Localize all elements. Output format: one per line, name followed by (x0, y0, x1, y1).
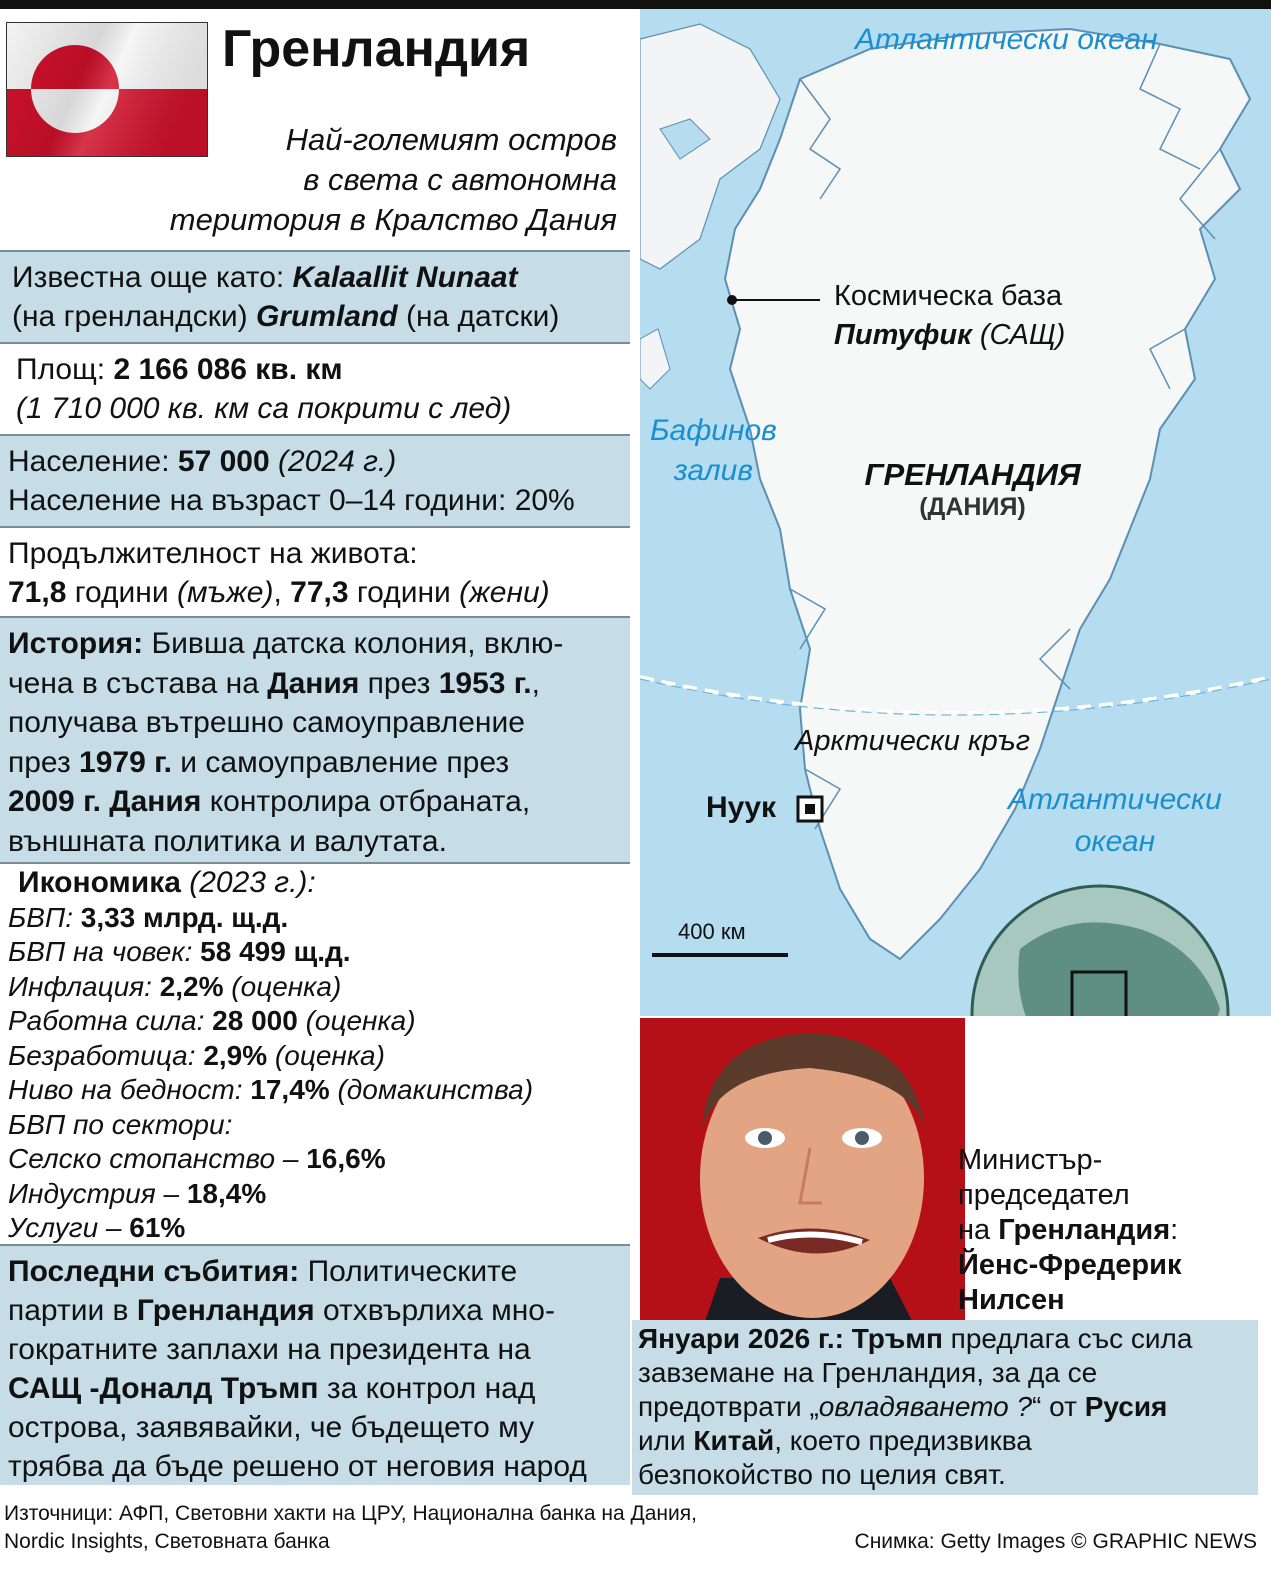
events-bold: Гренландия (136, 1294, 315, 1327)
history-text: и самоуправление през (171, 745, 510, 779)
known-as-panel (0, 252, 630, 342)
pm-country: Гренландия (998, 1214, 1171, 1246)
jan-text: предлага със сила (942, 1323, 1193, 1354)
sources (4, 1500, 697, 1556)
events-text: трябва да бъде решено от неговия народ (8, 1450, 587, 1483)
area-label: Площ: (16, 353, 114, 386)
economy-item (8, 935, 620, 970)
economy-value: 28 000 (212, 1005, 298, 1036)
top-rule (0, 0, 1271, 9)
economy-item (8, 1039, 620, 1074)
events-text: партии в (8, 1294, 137, 1327)
pm-name: Нилсен (958, 1284, 1065, 1316)
events-heading: Последни събития: (8, 1255, 300, 1288)
known-lang: (на гренландски) (12, 300, 256, 333)
ocean-label-top: Атлантически океан (855, 23, 1158, 56)
grumland-name: Grumland (255, 300, 398, 333)
pm-title: на (958, 1214, 999, 1246)
pm-title: председател (958, 1179, 1130, 1211)
area-value: 2 166 086 кв. км (113, 353, 343, 386)
economy-item (8, 1073, 620, 1108)
sector-item (8, 1142, 620, 1177)
events-text: Политическите (299, 1255, 518, 1288)
history-text: външната политика и валутата. (8, 824, 447, 858)
history-bold: 1953 г. (438, 666, 532, 700)
pm-title: Министър- (958, 1144, 1103, 1176)
pm-name: Йенс-Фредерик (958, 1249, 1182, 1281)
history-text: през (359, 666, 439, 700)
economy-value: 3,33 млрд. щ.д. (80, 901, 289, 933)
life-female-note: (жени) (459, 576, 550, 609)
subtitle-line: в света с автономна (303, 162, 617, 197)
kalaallit-name: Kalaallit Nunaat (292, 261, 518, 294)
base-name: Питуфик (834, 319, 972, 351)
economy-note: (оценка) (297, 1005, 416, 1036)
page-title: Гренландия (222, 20, 531, 78)
history-bold: Дания (267, 666, 360, 700)
sector-label: Индустрия – (8, 1177, 187, 1209)
photo-credit: Снимка: Getty Images © GRAPHIC NEWS (854, 1530, 1257, 1553)
economy-panel (0, 864, 630, 1244)
jan-bold: Русия (1084, 1391, 1168, 1422)
pituffik-label (834, 277, 1065, 355)
life-male-note: (мъже) (176, 576, 274, 609)
population-age: Население на възраст 0–14 години: 20% (8, 484, 575, 517)
history-text: чена в състава на (8, 666, 268, 700)
pm-caption (958, 1143, 1258, 1318)
history-text: получава вътрешно самоуправление (8, 706, 525, 739)
base-label: Космическа база (834, 280, 1063, 312)
sector-label: Услуги – (8, 1212, 130, 1243)
life-female-value: 77,3 (290, 576, 349, 609)
sector-value: 16,6% (306, 1143, 386, 1174)
known-lang: (на датски) (397, 300, 560, 333)
jan-text: , което предизвиква (774, 1425, 1032, 1456)
pm-portrait (640, 1018, 965, 1336)
nuuk-label: Нуук (706, 791, 777, 824)
economy-label: Безработица: (8, 1039, 204, 1071)
economy-label: БВП: (8, 901, 81, 933)
economy-note: (домакинства) (329, 1074, 534, 1105)
ocean-right-line: Атлантически (1008, 783, 1222, 816)
base-usa: (САЩ) (971, 319, 1066, 351)
economy-item (8, 901, 620, 936)
economy-label: Ниво на бедност: (8, 1074, 251, 1105)
events-text: острова, заявявайки, че бъдещето му (8, 1411, 535, 1444)
sources-line: Източници: АФП, Световни хакти на ЦРУ, Национална банка на Дания, (4, 1502, 697, 1525)
jan-text: завземане на Гренландия, за да се (638, 1357, 1098, 1388)
jan-text: или (638, 1425, 694, 1456)
country-label (845, 457, 1100, 522)
history-heading: История: (8, 627, 144, 660)
jan-quote: овладяването ? (818, 1391, 1033, 1422)
history-text: през (8, 745, 80, 779)
population-panel (0, 436, 630, 526)
economy-note: (оценка) (223, 970, 342, 1002)
scale-label: 400 км (678, 919, 746, 944)
history-text: Бивша датска колония, вклю- (143, 627, 564, 660)
january-panel (632, 1320, 1258, 1495)
country-name: ГРЕНЛАНДИЯ (864, 457, 1081, 492)
history-panel (0, 618, 630, 862)
life-unit: години (66, 576, 177, 609)
economy-value: 58 499 щ.д. (200, 936, 351, 967)
known-label: Известна още като: (12, 261, 293, 294)
economy-item (8, 970, 620, 1005)
jan-bold: Януари 2026 г.: Тръмп (638, 1323, 943, 1354)
sector-value: 18,4% (186, 1177, 267, 1209)
economy-heading: Икономика (18, 866, 181, 899)
economy-label: Инфлация: (8, 970, 160, 1002)
history-text: , (531, 666, 540, 700)
sector-item (8, 1177, 620, 1212)
pm-photo (640, 1018, 965, 1336)
sectors-label: БВП по сектори: (8, 1108, 233, 1140)
area-panel (0, 344, 630, 434)
subtitle-line: Най-големият остров (285, 122, 617, 157)
sources-line: Nordic Insights, Световната банка (4, 1530, 330, 1553)
events-text: гократните заплахи на президента на (8, 1333, 531, 1366)
history-bold: 1979 г. (79, 745, 172, 779)
sector-label: Селско стопанство – (8, 1143, 307, 1174)
economy-value: 17,4% (250, 1074, 330, 1105)
sector-value: 61% (129, 1212, 186, 1243)
country-sub: (ДАНИЯ) (919, 493, 1026, 521)
population-value: 57 000 (177, 445, 270, 478)
events-bold: САЩ -Доналд Тръмп (8, 1372, 319, 1405)
economy-item (8, 1004, 620, 1039)
economy-label: Работна сила: (8, 1005, 213, 1036)
jan-text: предотврати „ (638, 1391, 819, 1422)
economy-value: 2,9% (203, 1039, 268, 1071)
pm-colon: : (1170, 1214, 1179, 1246)
baffin-line: залив (673, 454, 754, 487)
events-panel (0, 1246, 630, 1485)
jan-bold: Китай (693, 1425, 775, 1456)
ocean-label-right (1008, 779, 1222, 863)
greenland-map (640, 9, 1271, 1016)
arctic-circle-label: Арктически кръг (795, 725, 1031, 757)
life-label: Продължителност на живота: (8, 537, 418, 570)
economy-value: 2,2% (159, 970, 224, 1002)
economy-year: (2023 г.): (180, 866, 316, 899)
area-note: (1 710 000 кв. км са покрити с лед) (16, 392, 512, 425)
life-sep: , (273, 576, 291, 609)
population-label: Население: (8, 445, 178, 478)
baffin-label (650, 411, 777, 491)
population-year: (2024 г.) (269, 445, 397, 478)
jan-text: “ от (1032, 1391, 1085, 1422)
history-bold: 2009 г. Дания (8, 785, 202, 818)
sector-item (8, 1211, 620, 1246)
economy-label: БВП на човек: (8, 936, 201, 967)
baffin-line: Бафинов (650, 414, 777, 447)
events-text: отхвърлиха мно- (314, 1294, 555, 1327)
subtitle (100, 120, 617, 240)
history-text: контролира отбраната, (201, 785, 531, 818)
jan-text: безпокойство по целия свят. (638, 1459, 1006, 1490)
events-text: за контрол над (318, 1372, 536, 1405)
economy-note: (оценка) (267, 1039, 385, 1071)
life-male-value: 71,8 (8, 576, 67, 609)
ocean-right-line: океан (1074, 825, 1156, 858)
life-unit: години (348, 576, 460, 609)
subtitle-line: територия в Кралство Дания (169, 202, 617, 237)
life-panel (0, 528, 630, 616)
